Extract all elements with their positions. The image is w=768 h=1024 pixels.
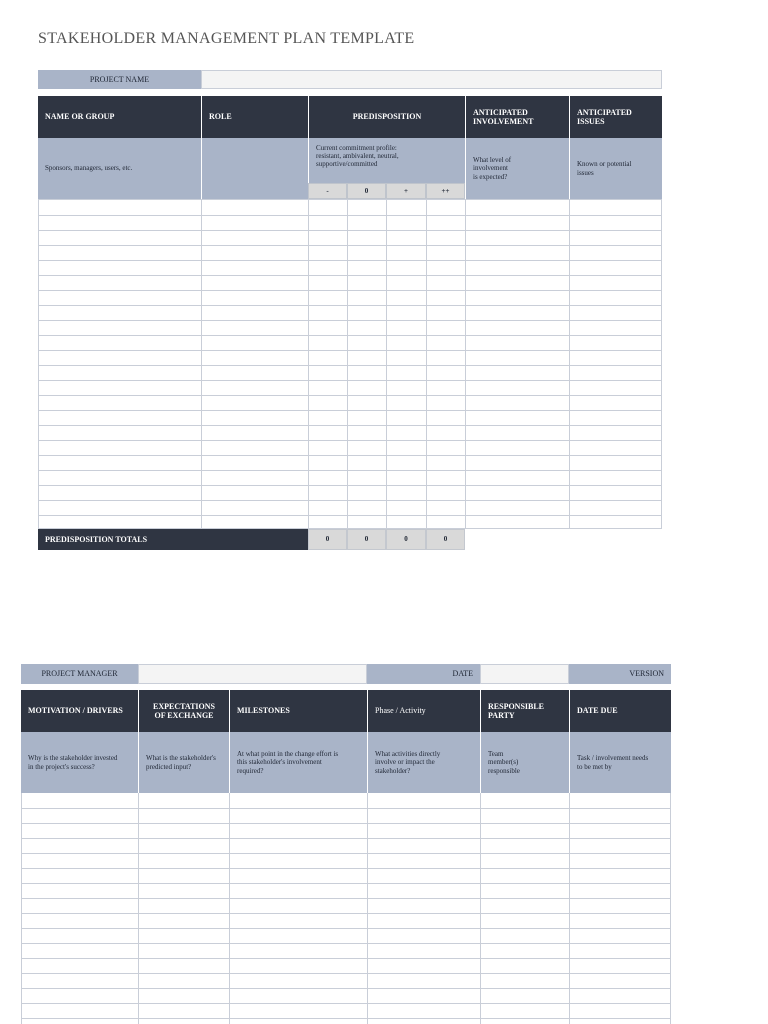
grid-row-line: [39, 245, 661, 246]
grid-row-line: [39, 440, 661, 441]
grid-row-line: [22, 988, 670, 989]
header-role: ROLE: [201, 96, 308, 138]
grid-column-line: [426, 200, 427, 528]
grid-column-line: [201, 200, 202, 528]
scale-zero: 0: [347, 183, 386, 199]
grid-row-line: [22, 868, 670, 869]
header-predisposition: PREDISPOSITION: [308, 96, 465, 138]
desc-name-or-group: Sponsors, managers, users, etc.: [38, 138, 201, 199]
desc-responsible-party: Team member(s) responsible: [480, 732, 569, 793]
header-milestones: MILESTONES: [229, 690, 367, 732]
grid-row-line: [22, 823, 670, 824]
grid-row-line: [39, 380, 661, 381]
engagement-table-body[interactable]: [21, 793, 671, 1024]
project-manager-input[interactable]: [138, 664, 367, 684]
stakeholder-table-body[interactable]: [38, 199, 662, 529]
desc-milestones: At what point in the change effort is this stakeholder's involvement required?: [229, 732, 367, 793]
grid-row-line: [39, 395, 661, 396]
grid-row-line: [39, 215, 661, 216]
predisposition-totals-label: PREDISPOSITION TOTALS: [38, 529, 308, 550]
grid-row-line: [39, 275, 661, 276]
grid-column-line: [308, 200, 309, 528]
project-manager-label: PROJECT MANAGER: [21, 664, 138, 684]
date-input[interactable]: [480, 664, 569, 684]
grid-row-line: [22, 928, 670, 929]
grid-row-line: [39, 515, 661, 516]
header-phase-activity: Phase / Activity: [367, 690, 480, 732]
grid-row-line: [39, 335, 661, 336]
desc-phase-activity: What activities directly involve or impact the stakeholder?: [367, 732, 480, 793]
grid-column-line: [569, 200, 570, 528]
grid-column-line: [229, 793, 230, 1024]
header-date-due: DATE DUE: [569, 690, 671, 732]
grid-row-line: [39, 260, 661, 261]
desc-date-due: Task / involvement needs to be met by: [569, 732, 671, 793]
scale-minus: -: [308, 183, 347, 199]
desc-predisposition: Current commitment profile: resistant, ambivalent, neutral, supportive/committed: [308, 138, 465, 183]
grid-row-line: [22, 883, 670, 884]
scale-plus-plus: ++: [426, 183, 465, 199]
grid-column-line: [138, 793, 139, 1024]
grid-row-line: [22, 973, 670, 974]
grid-row-line: [39, 320, 661, 321]
grid-column-line: [347, 200, 348, 528]
page-title: STAKEHOLDER MANAGEMENT PLAN TEMPLATE: [38, 30, 415, 47]
grid-row-line: [39, 305, 661, 306]
grid-row-line: [39, 485, 661, 486]
grid-row-line: [39, 500, 661, 501]
grid-column-line: [386, 200, 387, 528]
grid-row-line: [39, 230, 661, 231]
grid-column-line: [569, 793, 570, 1024]
total-minus: 0: [308, 529, 347, 550]
project-name-label: PROJECT NAME: [38, 70, 201, 89]
grid-row-line: [39, 410, 661, 411]
header-anticipated-issues: ANTICIPATED ISSUES: [569, 96, 662, 138]
grid-row-line: [22, 1003, 670, 1004]
desc-expectations: What is the stakeholder's predicted input?: [138, 732, 229, 793]
grid-row-line: [39, 425, 661, 426]
grid-row-line: [39, 455, 661, 456]
total-zero: 0: [347, 529, 386, 550]
grid-row-line: [22, 943, 670, 944]
header-name-or-group: NAME OR GROUP: [38, 96, 201, 138]
grid-row-line: [39, 365, 661, 366]
grid-column-line: [480, 793, 481, 1024]
header-expectations: EXPECTATIONS OF EXCHANGE: [138, 690, 229, 732]
header-motivation: MOTIVATION / DRIVERS: [21, 690, 138, 732]
header-responsible-party: RESPONSIBLE PARTY: [480, 690, 569, 732]
desc-motivation: Why is the stakeholder invested in the project's success?: [21, 732, 138, 793]
grid-row-line: [22, 838, 670, 839]
desc-anticipated-issues: Known or potential issues: [569, 138, 662, 199]
grid-row-line: [39, 290, 661, 291]
grid-row-line: [22, 913, 670, 914]
grid-row-line: [39, 470, 661, 471]
header-anticipated-involvement: ANTICIPATED INVOLVEMENT: [465, 96, 569, 138]
grid-row-line: [39, 350, 661, 351]
desc-anticipated-involvement: What level of involvement is expected?: [465, 138, 569, 199]
total-plus: 0: [386, 529, 426, 550]
version-label: VERSION: [569, 664, 671, 684]
grid-row-line: [22, 958, 670, 959]
grid-column-line: [465, 200, 466, 528]
desc-role: [201, 138, 308, 199]
grid-row-line: [22, 853, 670, 854]
grid-column-line: [367, 793, 368, 1024]
grid-row-line: [22, 1018, 670, 1019]
grid-row-line: [22, 898, 670, 899]
total-plus-plus: 0: [426, 529, 465, 550]
project-name-input[interactable]: [201, 70, 662, 89]
scale-plus: +: [386, 183, 426, 199]
date-label: DATE: [367, 664, 480, 684]
grid-row-line: [22, 808, 670, 809]
